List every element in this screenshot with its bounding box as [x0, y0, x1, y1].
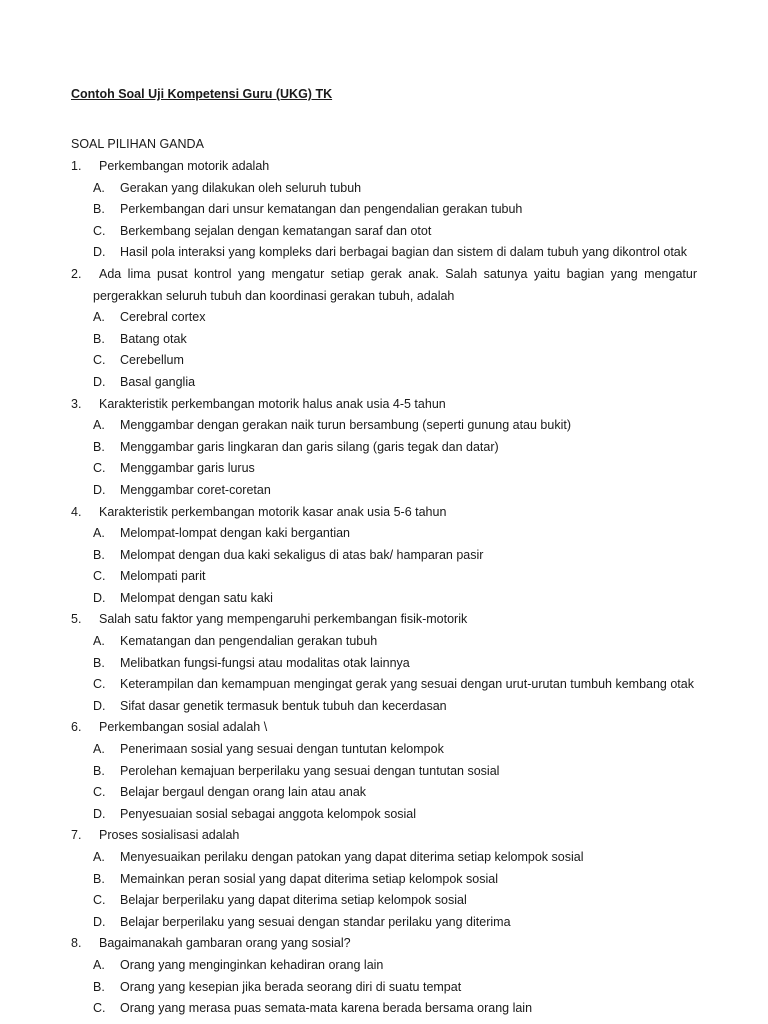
question-7 — [71, 825, 697, 933]
option-letter: C. — [93, 785, 106, 800]
option-letter: C. — [93, 893, 106, 908]
question-text: Bagaimanakah gambaran orang yang sosial? — [99, 936, 351, 951]
option-a — [71, 523, 697, 545]
question-number: 5. — [71, 612, 82, 627]
option-letter: C. — [93, 461, 106, 476]
option-b — [71, 329, 697, 351]
option-a — [71, 739, 697, 761]
option-text: Menggambar dengan gerakan naik turun bersambung (seperti gunung atau bukit) — [120, 418, 571, 433]
option-text: Memainkan peran sosial yang dapat diterima setiap kelompok sosial — [120, 871, 498, 886]
question-number: 8. — [71, 936, 82, 951]
option-text: Melompat dengan satu kaki — [120, 590, 273, 605]
option-a — [71, 955, 697, 977]
option-text: Cerebellum — [120, 353, 184, 368]
option-letter: A. — [93, 957, 105, 972]
option-d — [71, 242, 697, 264]
option-b — [71, 761, 697, 783]
option-text: Hasil pola interaksi yang kompleks dari berbagai bagian dan sistem di dalam tubuh yang dikontrol otak — [120, 245, 687, 260]
question-line — [71, 933, 697, 955]
question-text: Karakteristik perkembangan motorik kasar anak usia 5-6 tahun — [99, 504, 447, 519]
option-d — [71, 696, 697, 718]
option-letter: B. — [93, 331, 105, 346]
question-number: 4. — [71, 504, 82, 519]
question-5 — [71, 609, 697, 717]
option-c — [71, 458, 697, 480]
question-line — [71, 609, 697, 631]
option-b — [71, 545, 697, 567]
option-letter: B. — [93, 763, 105, 778]
option-letter: C. — [93, 223, 106, 238]
option-letter: C. — [93, 353, 106, 368]
question-number: 7. — [71, 828, 82, 843]
option-text: Sifat dasar genetik termasuk bentuk tubuh dan kecerdasan — [120, 698, 447, 713]
option-letter: C. — [93, 569, 106, 584]
option-c — [71, 782, 697, 804]
option-a — [71, 415, 697, 437]
option-text: Penyesuaian sosial sebagai anggota kelompok sosial — [120, 806, 417, 821]
question-line — [71, 825, 697, 847]
option-text: Perkembangan dari unsur kematangan dan pengendalian gerakan tubuh — [120, 202, 523, 217]
question-text: Ada lima pusat kontrol yang mengatur setiap gerak anak. Salah satunya yaitu bagian yang mengatur — [99, 266, 697, 281]
option-letter: B. — [93, 979, 105, 994]
option-letter: A. — [93, 418, 105, 433]
option-letter: A. — [93, 526, 105, 541]
option-c — [71, 998, 697, 1020]
option-text: Menyesuaikan perilaku dengan patokan yang dapat diterima setiap kelompok sosial — [120, 850, 584, 864]
option-d — [71, 372, 697, 394]
option-text: Belajar berperilaku yang dapat diterima setiap kelompok sosial — [120, 893, 467, 908]
option-letter: B. — [93, 547, 105, 562]
option-letter: D. — [93, 806, 106, 821]
option-text: Belajar berperilaku yang sesuai dengan standar perilaku yang diterima — [120, 914, 511, 929]
question-text: Perkembangan motorik adalah — [99, 159, 270, 173]
option-d — [71, 480, 697, 502]
option-d — [71, 912, 697, 934]
question-line — [71, 156, 697, 178]
option-a — [71, 307, 697, 329]
option-letter: D. — [93, 590, 106, 605]
document-title: Contoh Soal Uji Kompetensi Guru (UKG) TK — [71, 87, 333, 101]
option-text: Orang yang merasa puas semata-mata karena berada bersama orang lain — [120, 1001, 533, 1016]
question-number: 1. — [71, 159, 82, 173]
option-c — [71, 890, 697, 912]
option-d — [71, 804, 697, 826]
section-heading: SOAL PILIHAN GANDA — [71, 137, 204, 151]
option-d — [71, 588, 697, 610]
option-text: Keterampilan dan kemampuan mengingat gerak yang sesuai dengan urut-urutan tumbuh kembang otak — [120, 677, 694, 692]
option-text: Basal ganglia — [120, 374, 196, 389]
option-letter: D. — [93, 245, 106, 260]
question-list — [71, 156, 697, 1020]
question-text: Proses sosialisasi adalah — [99, 828, 240, 843]
question-number: 2. — [71, 266, 82, 281]
option-c — [71, 566, 697, 588]
option-text: Cerebral cortex — [120, 310, 206, 325]
question-line — [71, 502, 697, 524]
question-3 — [71, 394, 697, 502]
option-a — [71, 847, 697, 869]
option-b — [71, 869, 697, 891]
option-text: Melompat-lompat dengan kaki bergantian — [120, 526, 350, 541]
option-c — [71, 221, 697, 243]
option-letter: D. — [93, 914, 106, 929]
option-letter: A. — [93, 742, 105, 757]
question-text: Perkembangan sosial adalah \ — [99, 720, 268, 735]
option-text: Batang otak — [120, 331, 187, 346]
option-text: Penerimaan sosial yang sesuai dengan tuntutan kelompok — [120, 742, 444, 757]
question-text: Salah satu faktor yang mempengaruhi perkembangan fisik-motorik — [99, 612, 468, 627]
option-letter: B. — [93, 202, 105, 217]
option-letter: B. — [93, 655, 105, 670]
option-letter: D. — [93, 698, 106, 713]
question-2 — [71, 264, 697, 394]
question-6 — [71, 717, 697, 825]
option-text: Berkembang sejalan dengan kematangan saraf dan otot — [120, 223, 432, 238]
option-letter: A. — [93, 180, 105, 195]
option-b — [71, 199, 697, 221]
question-number: 6. — [71, 720, 82, 735]
question-line — [71, 264, 697, 286]
option-text: Gerakan yang dilakukan oleh seluruh tubuh — [120, 180, 362, 195]
option-letter: D. — [93, 374, 106, 389]
option-text: Menggambar garis lurus — [120, 461, 255, 476]
question-line — [71, 394, 697, 416]
option-text: Perolehan kemajuan berperilaku yang sesuai dengan tuntutan sosial — [120, 763, 500, 778]
option-text: Kematangan dan pengendalian gerakan tubuh — [120, 634, 378, 649]
option-letter: A. — [93, 310, 105, 325]
option-text: Belajar bergaul dengan orang lain atau anak — [120, 785, 367, 800]
question-line — [71, 717, 697, 739]
option-text: Menggambar coret-coretan — [120, 482, 271, 497]
option-text: Orang yang kesepian jika berada seorang diri di suatu tempat — [120, 979, 462, 994]
option-b — [71, 977, 697, 999]
question-number: 3. — [71, 396, 82, 411]
question-text-continued: pergerakkan seluruh tubuh dan koordinasi gerakan tubuh, adalah — [93, 288, 455, 303]
option-letter: A. — [93, 850, 105, 864]
option-text: Melompat dengan dua kaki sekaligus di atas bak/ hamparan pasir — [120, 547, 484, 562]
option-text: Menggambar garis lingkaran dan garis silang (garis tegak dan datar) — [120, 439, 499, 454]
option-text: Melibatkan fungsi-fungsi atau modalitas otak lainnya — [120, 655, 410, 670]
question-4 — [71, 502, 697, 610]
option-text: Melompati parit — [120, 569, 206, 584]
option-c — [71, 350, 697, 372]
question-8 — [71, 933, 697, 1019]
option-letter: C. — [93, 1001, 106, 1016]
option-letter: C. — [93, 677, 106, 692]
option-a — [71, 631, 697, 653]
option-b — [71, 653, 697, 675]
question-text: Karakteristik perkembangan motorik halus anak usia 4-5 tahun — [99, 396, 446, 411]
option-letter: B. — [93, 439, 105, 454]
option-c — [71, 674, 697, 696]
option-letter: D. — [93, 482, 106, 497]
option-b — [71, 437, 697, 459]
option-letter: A. — [93, 634, 105, 649]
option-a — [71, 178, 697, 200]
question-1 — [71, 156, 697, 264]
option-letter: B. — [93, 871, 105, 886]
option-text: Orang yang menginginkan kehadiran orang lain — [120, 957, 384, 972]
